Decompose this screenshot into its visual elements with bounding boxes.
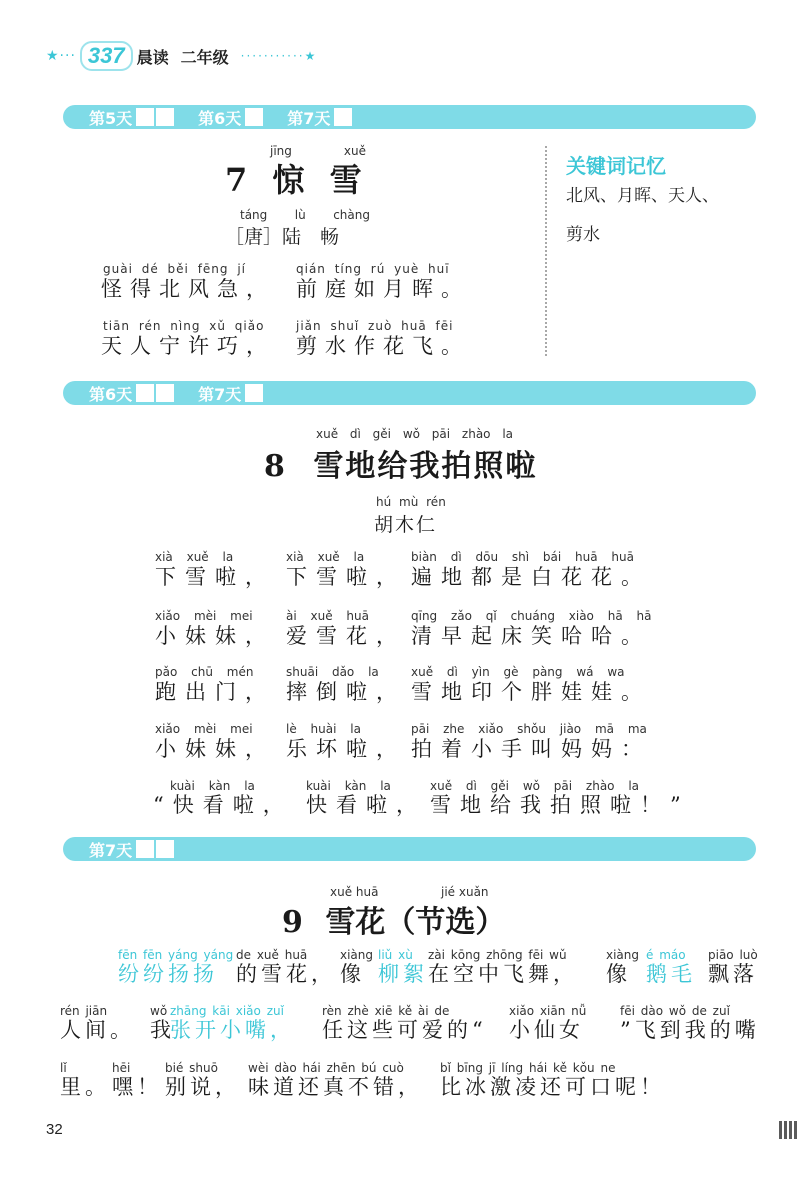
- poem8-pinyin: shuāi dǎo la: [286, 665, 379, 679]
- poem9-text: 别说，: [165, 1075, 240, 1099]
- grade-label: 二年级: [180, 47, 229, 67]
- keyword-line1: 北风、月晖、天人、: [566, 186, 719, 206]
- poem9-pinyin: wèi dào hái zhēn bú cuò: [248, 1061, 404, 1075]
- poem9-pinyin: fēi dào wǒ de zuǐ: [620, 1004, 730, 1018]
- day-label: 第5天: [89, 108, 133, 128]
- poem9-pinyin: é máo: [646, 948, 686, 962]
- poem8-pinyin: ài xuě huā: [286, 609, 369, 623]
- poem7-line3: 天人宁许巧，: [101, 334, 275, 358]
- poem7-line1: 怪得北风急，: [101, 277, 275, 301]
- poem8-text: 爱雪花，: [286, 624, 406, 648]
- poem9-text: 小仙女: [509, 1018, 584, 1042]
- poem9-pinyin: de xuě huā: [236, 948, 308, 962]
- poem9-pinyin: bǐ bīng jī líng hái kě kǒu ne: [440, 1061, 616, 1075]
- poem9-pinyin: xiàng: [606, 948, 640, 962]
- poem8-text: “快看啦，: [153, 793, 293, 817]
- poem9-text: 嘿！: [112, 1075, 162, 1099]
- checkbox[interactable]: [245, 384, 263, 402]
- keyword-heading: 关键词记忆: [566, 154, 666, 178]
- divider: [545, 146, 547, 356]
- poem8-pinyin: xiǎo mèi mei: [155, 722, 253, 736]
- poem9-text: 任这些可爱的“: [322, 1018, 487, 1042]
- poem9-title-pinyin-1: xuě huā: [330, 885, 379, 899]
- poem9-text: 纷纷扬扬: [118, 962, 218, 986]
- day-label: 第7天: [287, 108, 331, 128]
- poem9-text: 像: [606, 962, 631, 986]
- poem8-pinyin: xià xuě la: [286, 550, 365, 564]
- poem9-text: 在空中飞舞，: [428, 962, 578, 986]
- poem8-text: 拍着小手叫妈妈：: [411, 737, 651, 761]
- poem8-pinyin: pǎo chū mén: [155, 665, 254, 679]
- poem8-pinyin: xuě dì gěi wǒ pāi zhào la: [430, 779, 640, 793]
- poem8-text: 清早起床笑哈哈。: [411, 624, 651, 648]
- checkbox[interactable]: [156, 384, 174, 402]
- poem8-text: 小妹妹，: [155, 624, 275, 648]
- poem9-text: 味道还真不错，: [248, 1075, 423, 1099]
- poem9-pinyin: hēi: [112, 1061, 131, 1075]
- poem8-title: 8 雪地给我拍照啦: [264, 449, 538, 484]
- poem9-pinyin: wǒ: [150, 1004, 168, 1018]
- poem8-pinyin: qīng zǎo qǐ chuáng xiào hā hā: [411, 609, 652, 623]
- day-label: 第7天: [198, 384, 242, 404]
- poem8-pinyin: lè huài la: [286, 722, 361, 736]
- poem9-text: 像: [340, 962, 365, 986]
- poem9-text: 鹅毛: [646, 962, 696, 986]
- header-dots: ···········★: [240, 49, 318, 63]
- poem7-line4-pinyin: jiǎn shuǐ zuò huā fēi: [296, 319, 454, 333]
- poem7-title-pinyin: jīng xuě: [270, 144, 366, 158]
- poem8-pinyin: xiǎo mèi mei: [155, 609, 253, 623]
- poem7-line3-pinyin: tiān rén nìng xǔ qiǎo: [103, 319, 265, 333]
- poem7-author-pinyin: táng lù chàng: [240, 208, 370, 222]
- day-label: 第7天: [89, 840, 133, 860]
- poem8-text: 跑出门，: [155, 680, 275, 704]
- poem8-text: 摔倒啦，: [286, 680, 406, 704]
- poem7-author: ［唐］陆 畅: [225, 226, 340, 248]
- poem9-text: 飘落: [708, 962, 758, 986]
- series-number: 337: [80, 41, 133, 71]
- poem8-title-pinyin: xuě dì gěi wǒ pāi zhào la: [316, 427, 514, 441]
- poem8-text: 雪地印个胖娃娃。: [411, 680, 651, 704]
- page-number: 32: [46, 1121, 63, 1138]
- checkbox[interactable]: [156, 108, 174, 126]
- checkbox[interactable]: [136, 108, 154, 126]
- poem8-text: 下雪啦，: [155, 565, 275, 589]
- poem9-pinyin: lǐ: [60, 1061, 67, 1075]
- poem8-text: 遍地都是白花花。: [411, 565, 651, 589]
- poem9-pinyin: xiǎo xiān nǚ: [509, 1004, 587, 1018]
- poem8-text: 雪地给我拍照啦！”: [430, 793, 690, 817]
- poem-number: 7: [225, 161, 248, 199]
- header-stars: ★···: [46, 48, 76, 64]
- poem8-pinyin: pāi zhe xiǎo shǒu jiào mā ma: [411, 722, 647, 736]
- poem8-author-pinyin: hú mù rén: [376, 495, 446, 509]
- day-band-1: [63, 105, 756, 129]
- poem7-title: 7 惊 雪: [225, 161, 362, 199]
- poem7-line2-pinyin: qián tíng rú yuè huī: [296, 262, 450, 276]
- poem9-text: 张开小嘴，: [170, 1018, 295, 1042]
- checkbox[interactable]: [136, 384, 154, 402]
- poem9-text: 柳絮: [378, 962, 428, 986]
- day-band-3: [63, 837, 756, 861]
- poem7-line2: 前庭如月晖。: [296, 277, 470, 301]
- book-title: 晨读: [136, 47, 169, 67]
- day-label: 第6天: [198, 108, 242, 128]
- poem9-pinyin: liǔ xù: [378, 948, 413, 962]
- poem9-pinyin: zài kōng zhōng fēi wǔ: [428, 948, 567, 962]
- poem8-text: 下雪啦，: [286, 565, 406, 589]
- keyword-line2: 剪水: [566, 225, 600, 245]
- checkbox[interactable]: [156, 840, 174, 858]
- qr-code-icon: [779, 1121, 797, 1139]
- poem-number: 8: [264, 449, 287, 484]
- poem9-text: 比冰激凌还可口呢！: [440, 1075, 665, 1099]
- poem8-text: 快看啦，: [306, 793, 426, 817]
- checkbox[interactable]: [245, 108, 263, 126]
- poem7-line4: 剪水作花飞。: [296, 334, 470, 358]
- poem9-title-pinyin-2: jié xuǎn: [441, 885, 489, 899]
- poem9-text: 我: [150, 1018, 175, 1042]
- poem7-line1-pinyin: guài dé běi fēng jí: [103, 262, 246, 276]
- poem8-pinyin: biàn dì dōu shì bái huā huā: [411, 550, 634, 564]
- page-header: [46, 40, 317, 72]
- poem9-pinyin: xiàng: [340, 948, 374, 962]
- poem9-pinyin: rèn zhè xiē kě ài de: [322, 1004, 450, 1018]
- day-band-2: [63, 381, 756, 405]
- checkbox[interactable]: [334, 108, 352, 126]
- poem9-pinyin: rén jiān: [60, 1004, 108, 1018]
- poem8-pinyin: xià xuě la: [155, 550, 234, 564]
- poem8-author: 胡木仁: [374, 514, 438, 536]
- day-label: 第6天: [89, 384, 133, 404]
- poem8-text: 乐坏啦，: [286, 737, 406, 761]
- poem9-text: 人间。: [60, 1018, 135, 1042]
- poem-number: 9: [282, 905, 303, 940]
- poem9-text: 的雪花，: [236, 962, 336, 986]
- poem8-text: 小妹妹，: [155, 737, 275, 761]
- poem8-pinyin: kuài kàn la: [306, 779, 391, 793]
- poem9-text: 里。: [60, 1075, 110, 1099]
- poem8-pinyin: kuài kàn la: [170, 779, 255, 793]
- poem9-text: ”飞到我的嘴: [620, 1018, 760, 1042]
- poem9-pinyin: fēn fēn yáng yáng: [118, 948, 234, 962]
- poem9-title: 9 雪花（节选）: [282, 905, 506, 940]
- poem9-pinyin: bié shuō: [165, 1061, 218, 1075]
- checkbox[interactable]: [136, 840, 154, 858]
- poem9-pinyin: zhāng kāi xiǎo zuǐ: [170, 1004, 284, 1018]
- poem8-pinyin: xuě dì yìn gè pàng wá wa: [411, 665, 625, 679]
- poem9-pinyin: piāo luò: [708, 948, 758, 962]
